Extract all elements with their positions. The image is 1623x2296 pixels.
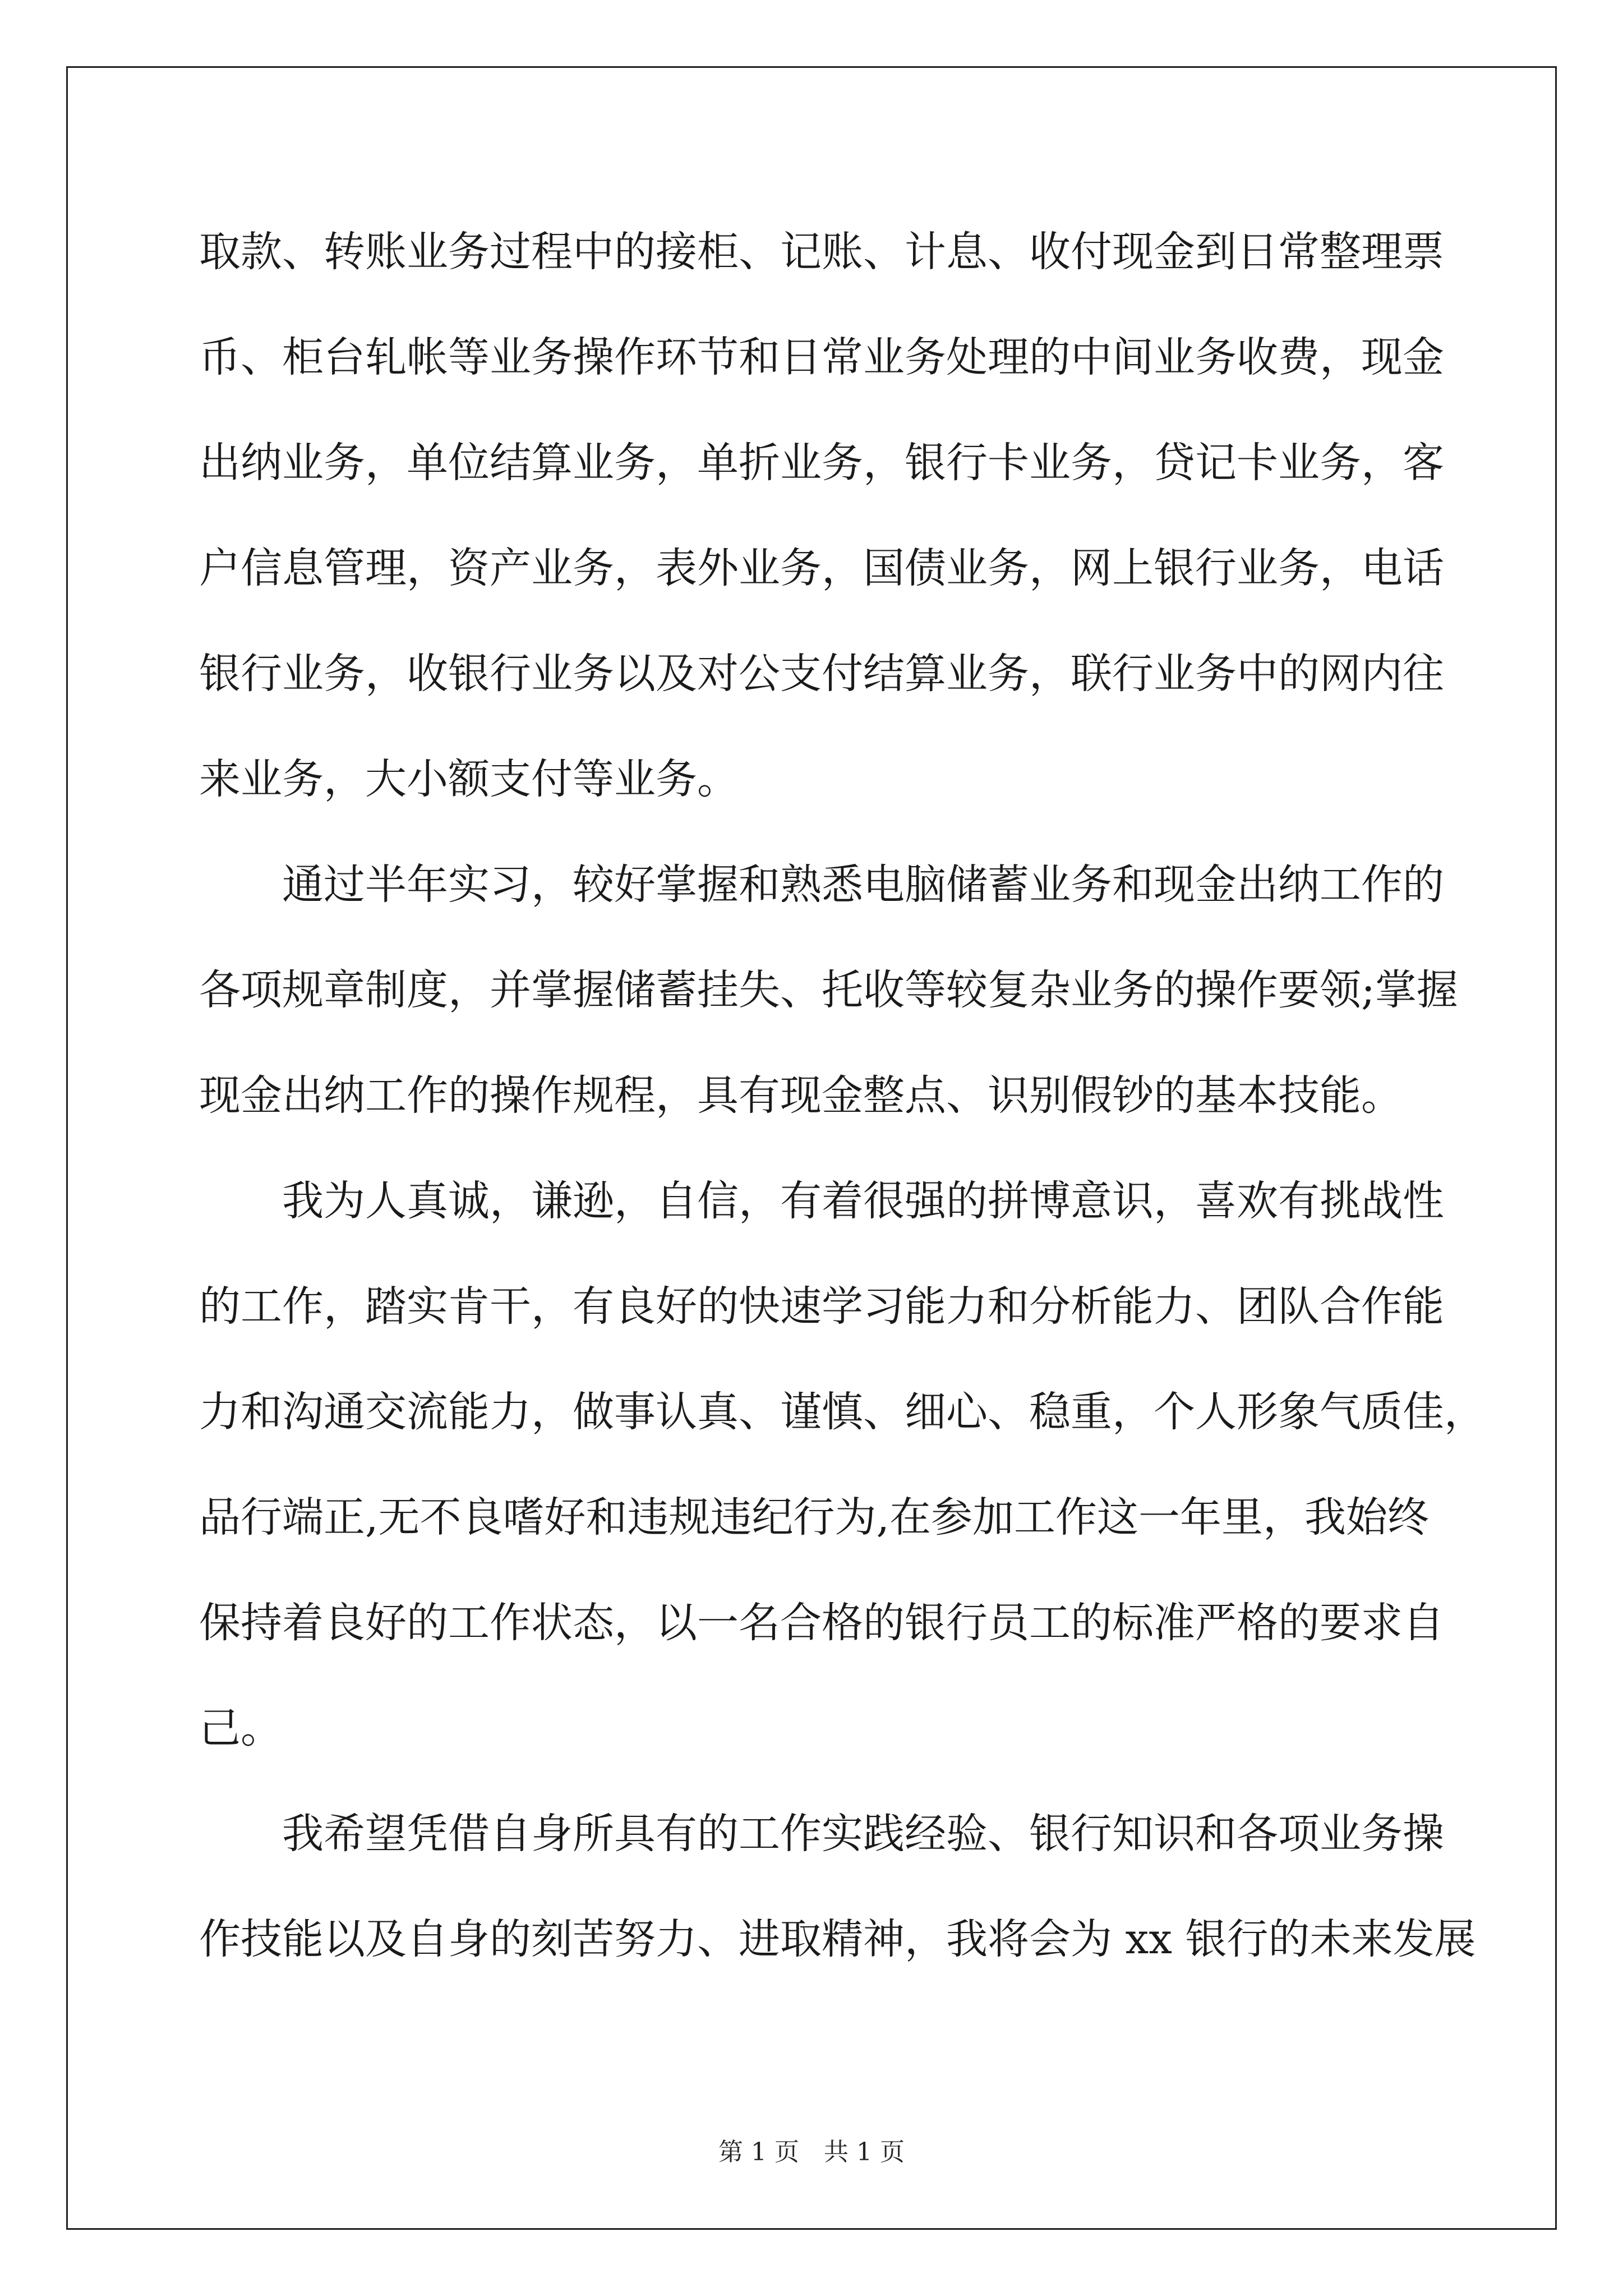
text-line: 取款、转账业务过程中的接柜、记账、计息、收付现金到日常整理票 — [199, 228, 1444, 276]
text-line: 来业务，大小额支付等业务。 — [199, 755, 739, 803]
text-line: 的工作，踏实肯干，有良好的快速学习能力和分析能力、团队合作能 — [199, 1282, 1444, 1331]
text-line: 我为人真诚，谦逊，自信，有着很强的拼博意识，喜欢有挑战性 — [199, 1177, 1444, 1225]
text-line: 作技能以及自身的刻苦努力、进取精神，我将会为 xx 银行的未来发展 — [199, 1915, 1476, 1963]
text-line: 通过半年实习，较好掌握和熟悉电脑储蓄业务和现金出纳工作的 — [199, 861, 1444, 909]
text-line: 币、柜台轧帐等业务操作环节和日常业务处理的中间业务收费，现金 — [199, 333, 1444, 381]
page-number-footer: 第 1 页 共 1 页 — [718, 2138, 905, 2166]
text-line: 力和沟通交流能力，做事认真、谨慎、细心、稳重，个人形象气质佳， — [199, 1388, 1486, 1436]
text-line: 品行端正,无不良嗜好和违规违纪行为,在参加工作这一年里，我始终 — [199, 1493, 1430, 1542]
text-line: 各项规章制度，并掌握储蓄挂失、托收等较复杂业务的操作要领;掌握 — [199, 966, 1458, 1014]
text-line: 银行业务，收银行业务以及对公支付结算业务，联行业务中的网内往 — [199, 650, 1444, 698]
text-line: 户信息管理，资产业务，表外业务，国债业务，网上银行业务，电话 — [199, 544, 1444, 592]
text-line: 己。 — [199, 1704, 282, 1752]
text-line: 出纳业务，单位结算业务，单折业务，银行卡业务，贷记卡业务，客 — [199, 439, 1444, 487]
document-body — [199, 199, 1486, 1992]
text-line: 我希望凭借自身所具有的工作实践经验、银行知识和各项业务操 — [199, 1810, 1444, 1858]
text-line: 现金出纳工作的操作规程，具有现金整点、识别假钞的基本技能。 — [199, 1071, 1403, 1120]
text-line: 保持着良好的工作状态，以一名合格的银行员工的标准严格的要求自 — [199, 1599, 1444, 1647]
